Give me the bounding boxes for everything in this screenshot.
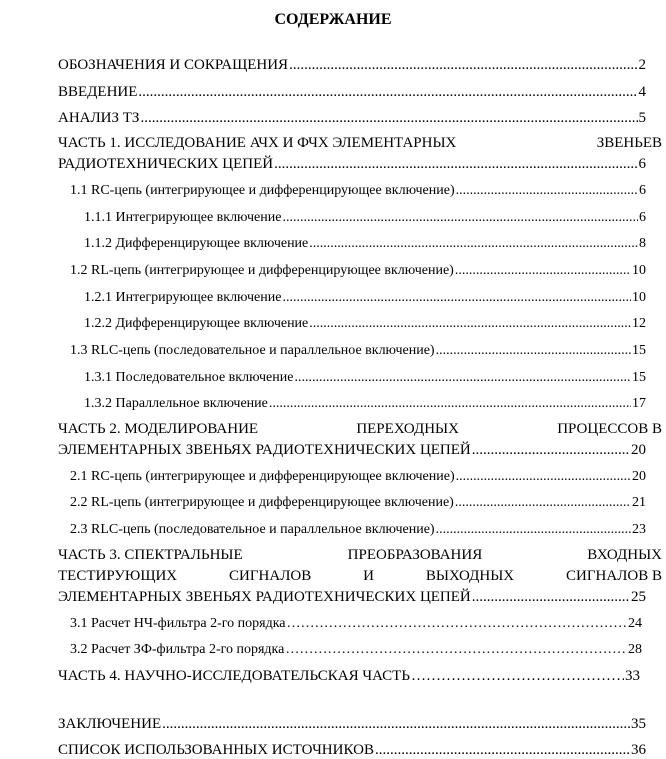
dot-leader xyxy=(269,396,631,412)
toc-page-number: 36 xyxy=(631,742,646,758)
toc-entry-text: 1.2.2 Дифференцирующее включение xyxy=(84,316,309,331)
toc-entry-conclusion[interactable] xyxy=(58,716,646,733)
toc-entry-text: 2.2 RL-цепь (интегрирующее и дифференцирующее включение) xyxy=(70,495,454,510)
dot-leader xyxy=(472,442,630,459)
dot-leader xyxy=(411,668,624,685)
toc-entry-3-2[interactable] xyxy=(70,642,642,658)
toc-entry-1-1-1[interactable] xyxy=(84,210,646,226)
toc-page-number: 4 xyxy=(638,84,646,100)
toc-part3-line3[interactable] xyxy=(58,589,646,606)
dot-leader xyxy=(285,642,627,658)
dot-leader xyxy=(309,316,631,332)
dot-leader xyxy=(309,236,638,252)
toc-entry-1-1[interactable] xyxy=(70,183,646,199)
toc-entry-1-3[interactable] xyxy=(70,343,646,359)
dot-leader xyxy=(472,589,630,606)
toc-part2-word: ПЕРЕХОДНЫХ xyxy=(356,421,459,437)
toc-entry-1-3-1[interactable] xyxy=(84,370,646,386)
toc-page-number: 23 xyxy=(632,522,646,537)
dot-leader xyxy=(282,290,631,306)
toc-part3-line1[interactable] xyxy=(58,547,662,564)
toc-entry-text: 1.1.1 Интегрирующее включение xyxy=(84,210,282,225)
toc-page-number: 21 xyxy=(632,495,646,510)
toc-page-number: 35 xyxy=(631,716,646,732)
toc-part1-line2[interactable] xyxy=(58,156,646,173)
toc-entry-2-3[interactable] xyxy=(70,522,646,538)
toc-entry-text: 2.1 RC-цепь (интегрирующее и дифференцирующее включение) xyxy=(70,469,455,484)
toc-part3-word: ПРЕОБРАЗОВАНИЯ xyxy=(347,547,483,563)
toc-entry-references[interactable] xyxy=(58,742,646,759)
toc-page-number: 6 xyxy=(638,156,646,172)
toc-entry-1-2-1[interactable] xyxy=(84,290,646,306)
dot-leader xyxy=(294,370,631,386)
toc-page-number: 10 xyxy=(632,290,646,305)
toc-entry-text: 1.3.1 Последовательное включение xyxy=(84,370,294,385)
dot-leader xyxy=(456,183,638,199)
dot-leader xyxy=(282,210,638,226)
toc-entry-text: РАДИОТЕХНИЧЕСКИХ ЦЕПЕЙ xyxy=(58,156,274,172)
toc-entry-text: ЭЛЕМЕНТАРНЫХ ЗВЕНЬЯХ РАДИОТЕХНИЧЕСКИХ ЦЕПЕЙ xyxy=(58,589,471,605)
toc-page-number: 5 xyxy=(638,110,646,126)
toc-part2-word: ЧАСТЬ 2. МОДЕЛИРОВАНИЕ xyxy=(58,421,259,437)
toc-entry-1-2[interactable] xyxy=(70,263,646,279)
toc-page-number: 8 xyxy=(639,236,646,251)
toc-entry-2-2[interactable] xyxy=(70,495,646,511)
toc-entry-analysis[interactable] xyxy=(58,110,646,127)
dot-leader xyxy=(456,469,631,485)
toc-entry-abbreviations[interactable] xyxy=(58,57,646,74)
dot-leader xyxy=(375,742,630,759)
toc-page-number: 15 xyxy=(632,370,646,385)
toc-entry-1-3-2[interactable] xyxy=(84,396,646,412)
toc-page-number: 15 xyxy=(632,343,646,358)
toc-entry-1-2-2[interactable] xyxy=(84,316,646,332)
toc-page-number: 20 xyxy=(631,442,646,458)
toc-part1-word: ЧАСТЬ 1. ИССЛЕДОВАНИЕ АЧХ И ФЧХ ЭЛЕМЕНТАРНЫХ xyxy=(58,135,457,151)
dot-leader xyxy=(436,343,631,359)
toc-entry-text: 1.2 RL-цепь (интегрирующее и дифференцирующее включение) xyxy=(70,263,454,278)
dot-leader xyxy=(274,156,637,173)
toc-part3-word: СИГНАЛОВ xyxy=(229,568,312,584)
toc-entry-text: ЧАСТЬ 4. НАУЧНО-ИССЛЕДОВАТЕЛЬСКАЯ ЧАСТЬ xyxy=(58,668,410,684)
toc-page-number: 17 xyxy=(632,396,646,411)
toc-part2-line1[interactable] xyxy=(58,421,662,438)
dot-leader xyxy=(138,84,637,101)
toc-part4[interactable] xyxy=(58,668,640,685)
toc-part3-word: ТЕСТИРУЮЩИХ xyxy=(58,568,178,584)
dot-leader xyxy=(287,616,628,632)
dot-leader xyxy=(455,263,631,279)
dot-leader xyxy=(162,716,630,733)
toc-part2-line2[interactable] xyxy=(58,442,646,459)
toc-page-number: 10 xyxy=(632,263,646,278)
toc-page-number: 24 xyxy=(628,616,642,631)
toc-page-number: 6 xyxy=(639,183,646,198)
toc-entry-text: 1.1.2 Дифференцирующее включение xyxy=(84,236,309,251)
toc-page-number: 12 xyxy=(632,316,646,331)
toc-page-number: 6 xyxy=(639,210,646,225)
toc-page-number: 33 xyxy=(625,668,640,684)
toc-entry-text: 3.2 Расчет ЗФ-фильтра 2-го порядка xyxy=(70,642,285,657)
toc-entry-text: АНАЛИЗ ТЗ xyxy=(58,110,140,126)
toc-title: СОДЕРЖАНИЕ xyxy=(274,11,392,28)
toc-part3-word: СИГНАЛОВ В xyxy=(566,568,662,584)
dot-leader xyxy=(289,57,637,74)
toc-page-number: 28 xyxy=(628,642,642,657)
toc-entry-text: СПИСОК ИСПОЛЬЗОВАННЫХ ИСТОЧНИКОВ xyxy=(58,742,374,758)
toc-part1-line1[interactable] xyxy=(58,135,662,152)
toc-entry-1-1-2[interactable] xyxy=(84,236,646,252)
toc-entry-text: 1.3.2 Параллельное включение xyxy=(84,396,268,411)
toc-entry-text: 1.2.1 Интегрирующее включение xyxy=(84,290,282,305)
toc-entry-3-1[interactable] xyxy=(70,616,642,632)
toc-part2-word: ПРОЦЕССОВ В xyxy=(557,421,662,437)
toc-entry-text: ВВЕДЕНИЕ xyxy=(58,84,138,100)
toc-entry-text: ЭЛЕМЕНТАРНЫХ ЗВЕНЬЯХ РАДИОТЕХНИЧЕСКИХ ЦЕПЕЙ xyxy=(58,442,471,458)
toc-part3-word: ЧАСТЬ 3. СПЕКТРАЛЬНЫЕ xyxy=(58,547,243,563)
toc-entry-2-1[interactable] xyxy=(70,469,646,485)
toc-entry-text: 2.3 RLC-цепь (последовательное и параллельное включение) xyxy=(70,522,435,537)
toc-page-number: 25 xyxy=(631,589,646,605)
dot-leader xyxy=(455,495,631,511)
dot-leader xyxy=(140,110,637,127)
toc-page-number: 2 xyxy=(638,57,646,73)
toc-part3-word: И xyxy=(363,568,374,584)
toc-entry-text: 1.3 RLC-цепь (последовательное и параллельное включение) xyxy=(70,343,435,358)
toc-part3-word: ВХОДНЫХ xyxy=(587,547,662,563)
toc-part1-word: ЗВЕНЬЕВ xyxy=(596,135,662,151)
toc-entry-text: 3.1 Расчет НЧ-фильтра 2-го порядка xyxy=(70,616,286,631)
dot-leader xyxy=(436,522,631,538)
toc-page-number: 20 xyxy=(632,469,646,484)
toc-part3-word: ВЫХОДНЫХ xyxy=(425,568,515,584)
toc-entry-text: 1.1 RC-цепь (интегрирующее и дифференцирующее включение) xyxy=(70,183,455,198)
toc-entry-text: ОБОЗНАЧЕНИЯ И СОКРАЩЕНИЯ xyxy=(58,57,289,73)
toc-entry-text: ЗАКЛЮЧЕНИЕ xyxy=(58,716,162,732)
toc-entry-introduction[interactable] xyxy=(58,84,646,101)
toc-part3-line2[interactable] xyxy=(58,568,662,585)
